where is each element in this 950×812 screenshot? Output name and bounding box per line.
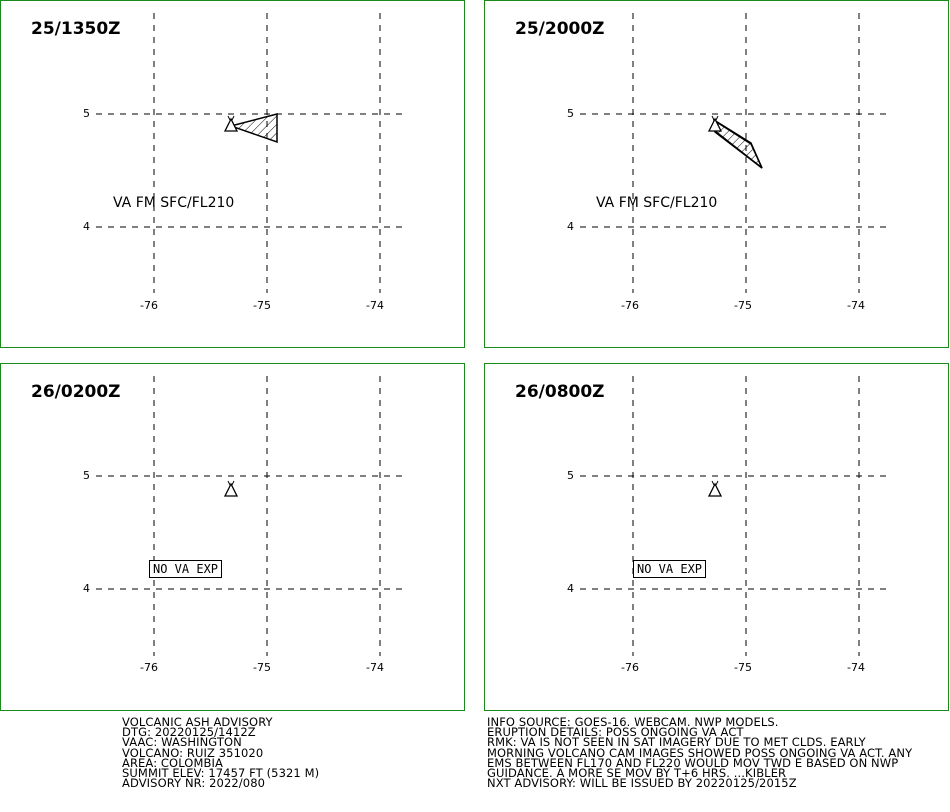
lat-label: 4 xyxy=(567,220,574,233)
ash-cloud-polygon xyxy=(231,114,277,142)
no-va-expected-box: NO VA EXP xyxy=(633,560,706,578)
grid-lines xyxy=(96,376,406,656)
lon-label: -74 xyxy=(366,661,384,674)
lat-label: 5 xyxy=(567,469,574,482)
grid-lines xyxy=(580,376,890,656)
lat-label: 5 xyxy=(83,469,90,482)
lon-label: -74 xyxy=(847,299,865,312)
lat-label: 4 xyxy=(83,220,90,233)
map-canvas-2 xyxy=(485,1,950,349)
advisory-remark-line: RMK: VA IS NOT SEEN IN SAT IMAGERY DUE TO MET CLDS. EARLY xyxy=(487,735,866,750)
map-panel-4 xyxy=(484,363,949,711)
valid-time: 25/1350Z xyxy=(31,19,121,39)
advisory-title: VOLCANIC ASH ADVISORY xyxy=(122,715,273,729)
lat-label: 5 xyxy=(567,107,574,120)
map-panel-3 xyxy=(0,363,465,711)
va-level-label: VA FM SFC/FL210 xyxy=(596,195,718,211)
lon-label: -75 xyxy=(734,299,752,312)
lat-label: 4 xyxy=(83,582,90,595)
no-va-expected-box: NO VA EXP xyxy=(149,560,222,578)
advisory-area: AREA: COLOMBIA xyxy=(122,755,223,770)
grid-lines xyxy=(96,13,406,293)
volcano-triangle-icon xyxy=(225,481,237,496)
map-panel-1 xyxy=(0,0,465,348)
lat-label: 4 xyxy=(567,582,574,595)
advisory-number: ADVISORY NR: 2022/080 xyxy=(122,776,266,791)
advisory-summit-elev: SUMMIT ELEV: 17457 FT (5321 M) xyxy=(122,766,320,781)
lon-label: -75 xyxy=(253,299,271,312)
map-canvas-1 xyxy=(1,1,466,349)
lon-label: -75 xyxy=(253,661,271,674)
map-canvas-3 xyxy=(1,364,466,712)
lon-label: -75 xyxy=(734,661,752,674)
advisory-header-block xyxy=(122,715,320,791)
map-canvas-4 xyxy=(485,364,950,712)
advisory-eruption-details: ERUPTION DETAILS: POSS ONGOING VA ACT xyxy=(487,725,744,740)
lon-label: -76 xyxy=(621,299,639,312)
advisory-info-source: INFO SOURCE: GOES-16. WEBCAM. NWP MODELS. xyxy=(487,715,779,729)
advisory-remark-line: EMS BETWEEN FL170 AND FL220 WOULD MOV TWD E BASED ON NWP xyxy=(487,755,899,770)
lon-label: -76 xyxy=(140,661,158,674)
valid-time: 26/0200Z xyxy=(31,382,121,402)
lon-label: -76 xyxy=(621,661,639,674)
advisory-dtg: DTG: 20220125/1412Z xyxy=(122,725,256,740)
advisory-remark-line: MORNING VOLCANO CAM IMAGES SHOWED POSS ONGOING VA ACT. ANY xyxy=(487,745,913,760)
advisory-volcano: VOLCANO: RUIZ 351020 xyxy=(122,745,264,760)
valid-time: 25/2000Z xyxy=(515,19,605,39)
lon-label: -74 xyxy=(366,299,384,312)
map-panel-2 xyxy=(484,0,949,348)
advisory-remark-line: GUIDANCE. A MORE SE MOV BY T+6 HRS. ...KIBLER xyxy=(487,766,787,781)
va-level-label: VA FM SFC/FL210 xyxy=(113,195,235,211)
advisory-next: NXT ADVISORY: WILL BE ISSUED BY 20220125/2015Z xyxy=(487,776,797,791)
volcano-triangle-icon xyxy=(709,481,721,496)
lon-label: -76 xyxy=(140,299,158,312)
volcano-triangle-icon xyxy=(225,116,237,131)
lon-label: -74 xyxy=(847,661,865,674)
advisory-remarks-block xyxy=(487,715,913,791)
valid-time: 26/0800Z xyxy=(515,382,605,402)
advisory-vaac: VAAC: WASHINGTON xyxy=(122,735,242,750)
grid-lines xyxy=(580,13,890,293)
lat-label: 5 xyxy=(83,107,90,120)
